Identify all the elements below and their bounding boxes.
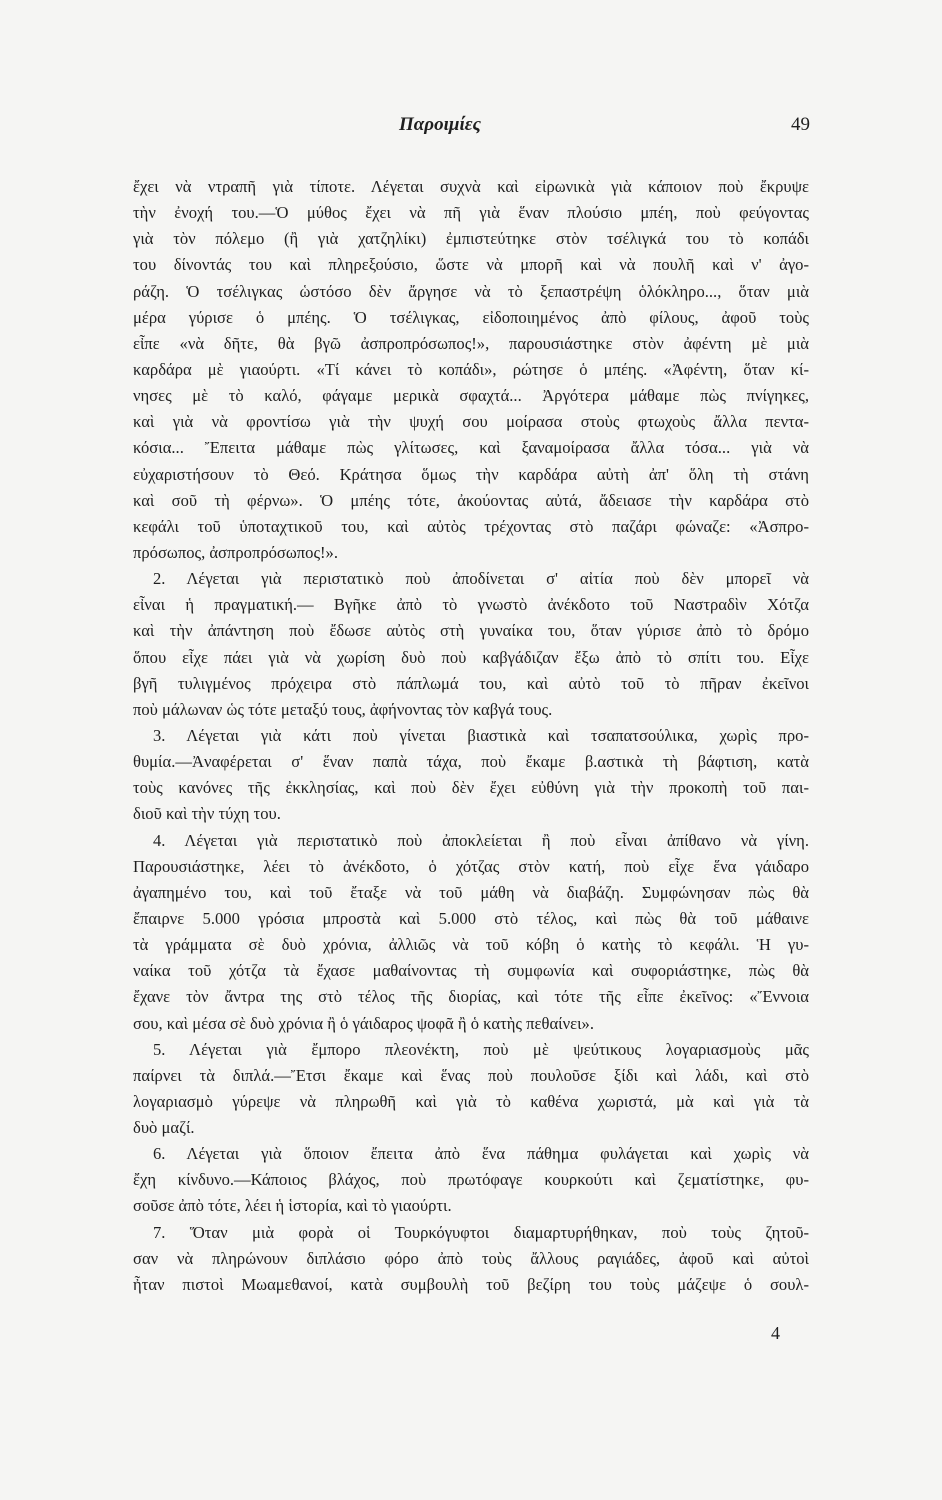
text-line: ναίκα τοῦ χότζα τὰ ἔχασε μαθαίνοντας τὴ συμφωνία καὶ συφοριάστηκε, πὼς θὰ [133, 961, 809, 981]
text-line: νησες μὲ τὸ καλό, φάγαμε μερικὰ σφαχτά... Ἀργότερα μάθαμε πὼς πνίγηκες, [133, 386, 809, 406]
text-line: καὶ σοῦ τὴ φέρνω». Ὁ μπέης τότε, ἀκούοντας αὐτά, ἄδειασε τὴν καρδάρα στὸ [133, 490, 809, 510]
text-line: ἀγαπημένο του, καὶ τοῦ ἔταξε νὰ τοῦ μάθη νὰ διαβάζη. Συμφώνησαν πὼς θὰ [133, 882, 809, 902]
signature-mark: 4 [771, 1323, 780, 1343]
text-line: ὅπου εἶχε πάει γιὰ νὰ χωρίση δυὸ ποὺ καβγάδιζαν ἔξω ἀπὸ τὸ σπίτι του. Εἶχε [133, 647, 809, 667]
text-line: καρδάρα μὲ γιαούρτι. «Τί κάνει τὸ κοπάδι», ρώτησε ὁ μπέης. «Ἀφέντη, ὅταν κί- [133, 359, 809, 379]
text-line: διοῦ καὶ τὴν τύχη του. [133, 804, 281, 824]
text-line: ράζη. Ὁ τσέλιγκας ὡστόσο δὲν ἄργησε νὰ τὸ ξεπαστρέψη ὁλόκληρο..., ὅταν μιὰ [133, 281, 809, 301]
text-line: ἔχει νὰ ντραπῆ γιὰ τίποτε. Λέγεται συχνὰ καὶ εἰρωνικὰ γιὰ κάποιον ποὺ ἔκρυψε [133, 177, 809, 196]
text-line: 2. Λέγεται γιὰ περιστατικὸ ποὺ ἀποδίνεται σ' αἰτία ποὺ δὲν μπορεῖ νὰ [153, 569, 809, 589]
text-line: τοὺς κανόνες τῆς ἐκκλησίας, καὶ ποὺ δὲν ἔχει εὐθύνη γιὰ τὴν προκοπὴ τοῦ παι- [133, 778, 809, 798]
text-line: εἶπε «νὰ δῆτε, θὰ βγῶ ἀσπροπρόσωπος!», παρουσιάστηκε στὸν ἀφέντη μὲ μιὰ [133, 333, 809, 353]
text-line: μέρα γύρισε ὁ μπέης. Ὁ τσέλιγκας, εἰδοποιημένος ἀπὸ φίλους, ἀφοῦ τοὺς [133, 307, 809, 327]
text-line: 6. Λέγεται γιὰ ὅποιον ἔπειτα ἀπὸ ἕνα πάθημα φυλάγεται καὶ χωρὶς νὰ [153, 1144, 809, 1164]
text-line: ἔχη κίνδυνο.—Κάποιος βλάχος, ποὺ πρωτόφαγε κουρκούτι καὶ ζεματίστηκε, φυ- [133, 1170, 809, 1190]
text-line: σοῦσε ἀπὸ τότε, λέει ἡ ἱστορία, καὶ τὸ γιαούρτι. [133, 1196, 452, 1216]
text-line: πρόσωπος, ἀσπροπρόσωπος!». [133, 542, 338, 562]
running-head-title: Παροιμίες [399, 114, 481, 135]
text-line: του δίνοντάς του καὶ πληρεξούσιο, ὥστε νὰ μπορῆ καὶ νὰ πουλῆ καὶ ν' ἀγο- [133, 255, 809, 275]
text-line: καὶ τὴν ἀπάντηση ποὺ ἔδωσε αὐτὸς στὴ γυναίκα του, ὅταν γύρισε ἀπὸ τὸ δρόμο [133, 621, 809, 641]
text-line: σου, καὶ μέσα σὲ δυὸ χρόνια ἢ ὁ γάιδαρος ψοφᾶ ἢ ὁ κατὴς πεθαίνει». [133, 1013, 594, 1033]
text-line: τὴν ἐνοχή του.—Ὁ μύθος ἔχει νὰ πῆ γιὰ ἕναν πλούσιο μπέη, ποὺ φεύγοντας [133, 203, 809, 223]
text-line: παίρνει τὰ διπλά.—Ἔτσι ἔκαμε καὶ ἕνας ποὺ πουλοῦσε ξίδι καὶ λάδι, καὶ στὸ [133, 1065, 809, 1085]
text-line: ἦταν πιστοὶ Μωαμεθανοί, κατὰ συμβουλὴ τοῦ βεζίρη του τοὺς μάζεψε ὁ σουλ- [133, 1274, 809, 1294]
text-line: 3. Λέγεται γιὰ κάτι ποὺ γίνεται βιαστικὰ καὶ τσαπατσούλικα, χωρὶς προ- [153, 725, 809, 745]
text-line: εἶναι ἡ πραγματική.— Βγῆκε ἀπὸ τὸ γνωστὸ ἀνέκδοτο τοῦ Ναστραδὶν Χότζα [133, 595, 809, 615]
text-line: θυμία.—Ἀναφέρεται σ' ἕναν παπὰ τάχα, ποὺ ἔκαμε β.αστικὰ τὴ βάφτιση, κατὰ [133, 752, 809, 772]
text-line: τὰ γράμματα σὲ δυὸ χρόνια, ἀλλιῶς νὰ τοῦ κόβη ὁ κατὴς τὸ κεφάλι. Ἡ γυ- [133, 935, 809, 955]
text-line: λογαριασμὸ γύρεψε νὰ πληρωθῆ καὶ γιὰ τὸ καθένα χωριστά, μὰ καὶ γιὰ τὰ [133, 1091, 809, 1111]
text-line: ἔπαιρνε 5.000 γρόσια μπροστὰ καὶ 5.000 στὸ τέλος, καὶ πὼς θὰ τοῦ μάθαινε [133, 908, 809, 928]
text-line: 4. Λέγεται γιὰ περιστατικὸ ποὺ ἀποκλείεται ἢ ποὺ εἶναι ἀπίθανο νὰ γίνη. [153, 830, 809, 850]
text-line: καὶ γιὰ νὰ φροντίσω γιὰ τὴν ψυχή σου μοίρασα στοὺς φτωχοὺς ἄλλα πεντα- [133, 412, 809, 432]
text-line: γιὰ τὸν πόλεμο (ἢ γιὰ χατζηλίκι) ἐμπιστεύτηκε στὸν τσέλιγκά του τὸ κοπάδι [133, 229, 809, 249]
body-text [133, 174, 809, 1298]
text-line: εὐχαριστήσουν τὸ Θεό. Κράτησα ὅμως τὴν καρδάρα αὐτὴ ἀπ' ὅλη τὴ στάνη [133, 464, 809, 484]
text-line: ποὺ μάλωναν ὡς τότε μεταξύ τους, ἀφήνοντας τὸν καβγά τους. [133, 699, 553, 719]
text-line: Παρουσιάστηκε, λέει τὸ ἀνέκδοτο, ὁ χότζας στὸν κατή, ποὺ εἶχε ἕνα γάιδαρο [133, 856, 809, 876]
page-number: 49 [791, 114, 810, 135]
text-line: 7. Ὅταν μιὰ φορὰ οἱ Τουρκόγυφτοι διαμαρτυρήθηκαν, ποὺ τοὺς ζητοῦ- [153, 1222, 809, 1242]
text-line: κεφάλι τοῦ ὑποταχτικοῦ του, καὶ αὐτὸς τρέχοντας στὸ παζάρι φώναζε: «Ἀσπρο- [133, 516, 809, 536]
text-line: κόσια... Ἔπειτα μάθαμε πὼς γλίτωσες, καὶ ξαναμοίρασα ἄλλα τόσα... γιὰ νὰ [133, 438, 809, 458]
text-line: δυὸ μαζί. [133, 1118, 195, 1138]
text-line: σαν νὰ πληρώνουν διπλάσιο φόρο ἀπὸ τοὺς ἄλλους ραγιάδες, ἀφοῦ καὶ αὐτοὶ [133, 1248, 809, 1268]
text-line: 5. Λέγεται γιὰ ἔμπορο πλεονέκτη, ποὺ μὲ ψεύτικους λογαριασμοὺς μᾶς [153, 1039, 809, 1059]
text-line: βγῆ τυλιγμένος πρόχειρα στὸ πάπλωμά του, καὶ αὐτὸ τοῦ τὸ πῆραν ἐκεῖνοι [133, 673, 809, 693]
text-line: ἔχανε τὸν ἄντρα της στὸ τέλος τῆς διορίας, καὶ τότε τῆς εἶπε ἐκεῖνος: «Ἔννοια [133, 987, 809, 1007]
